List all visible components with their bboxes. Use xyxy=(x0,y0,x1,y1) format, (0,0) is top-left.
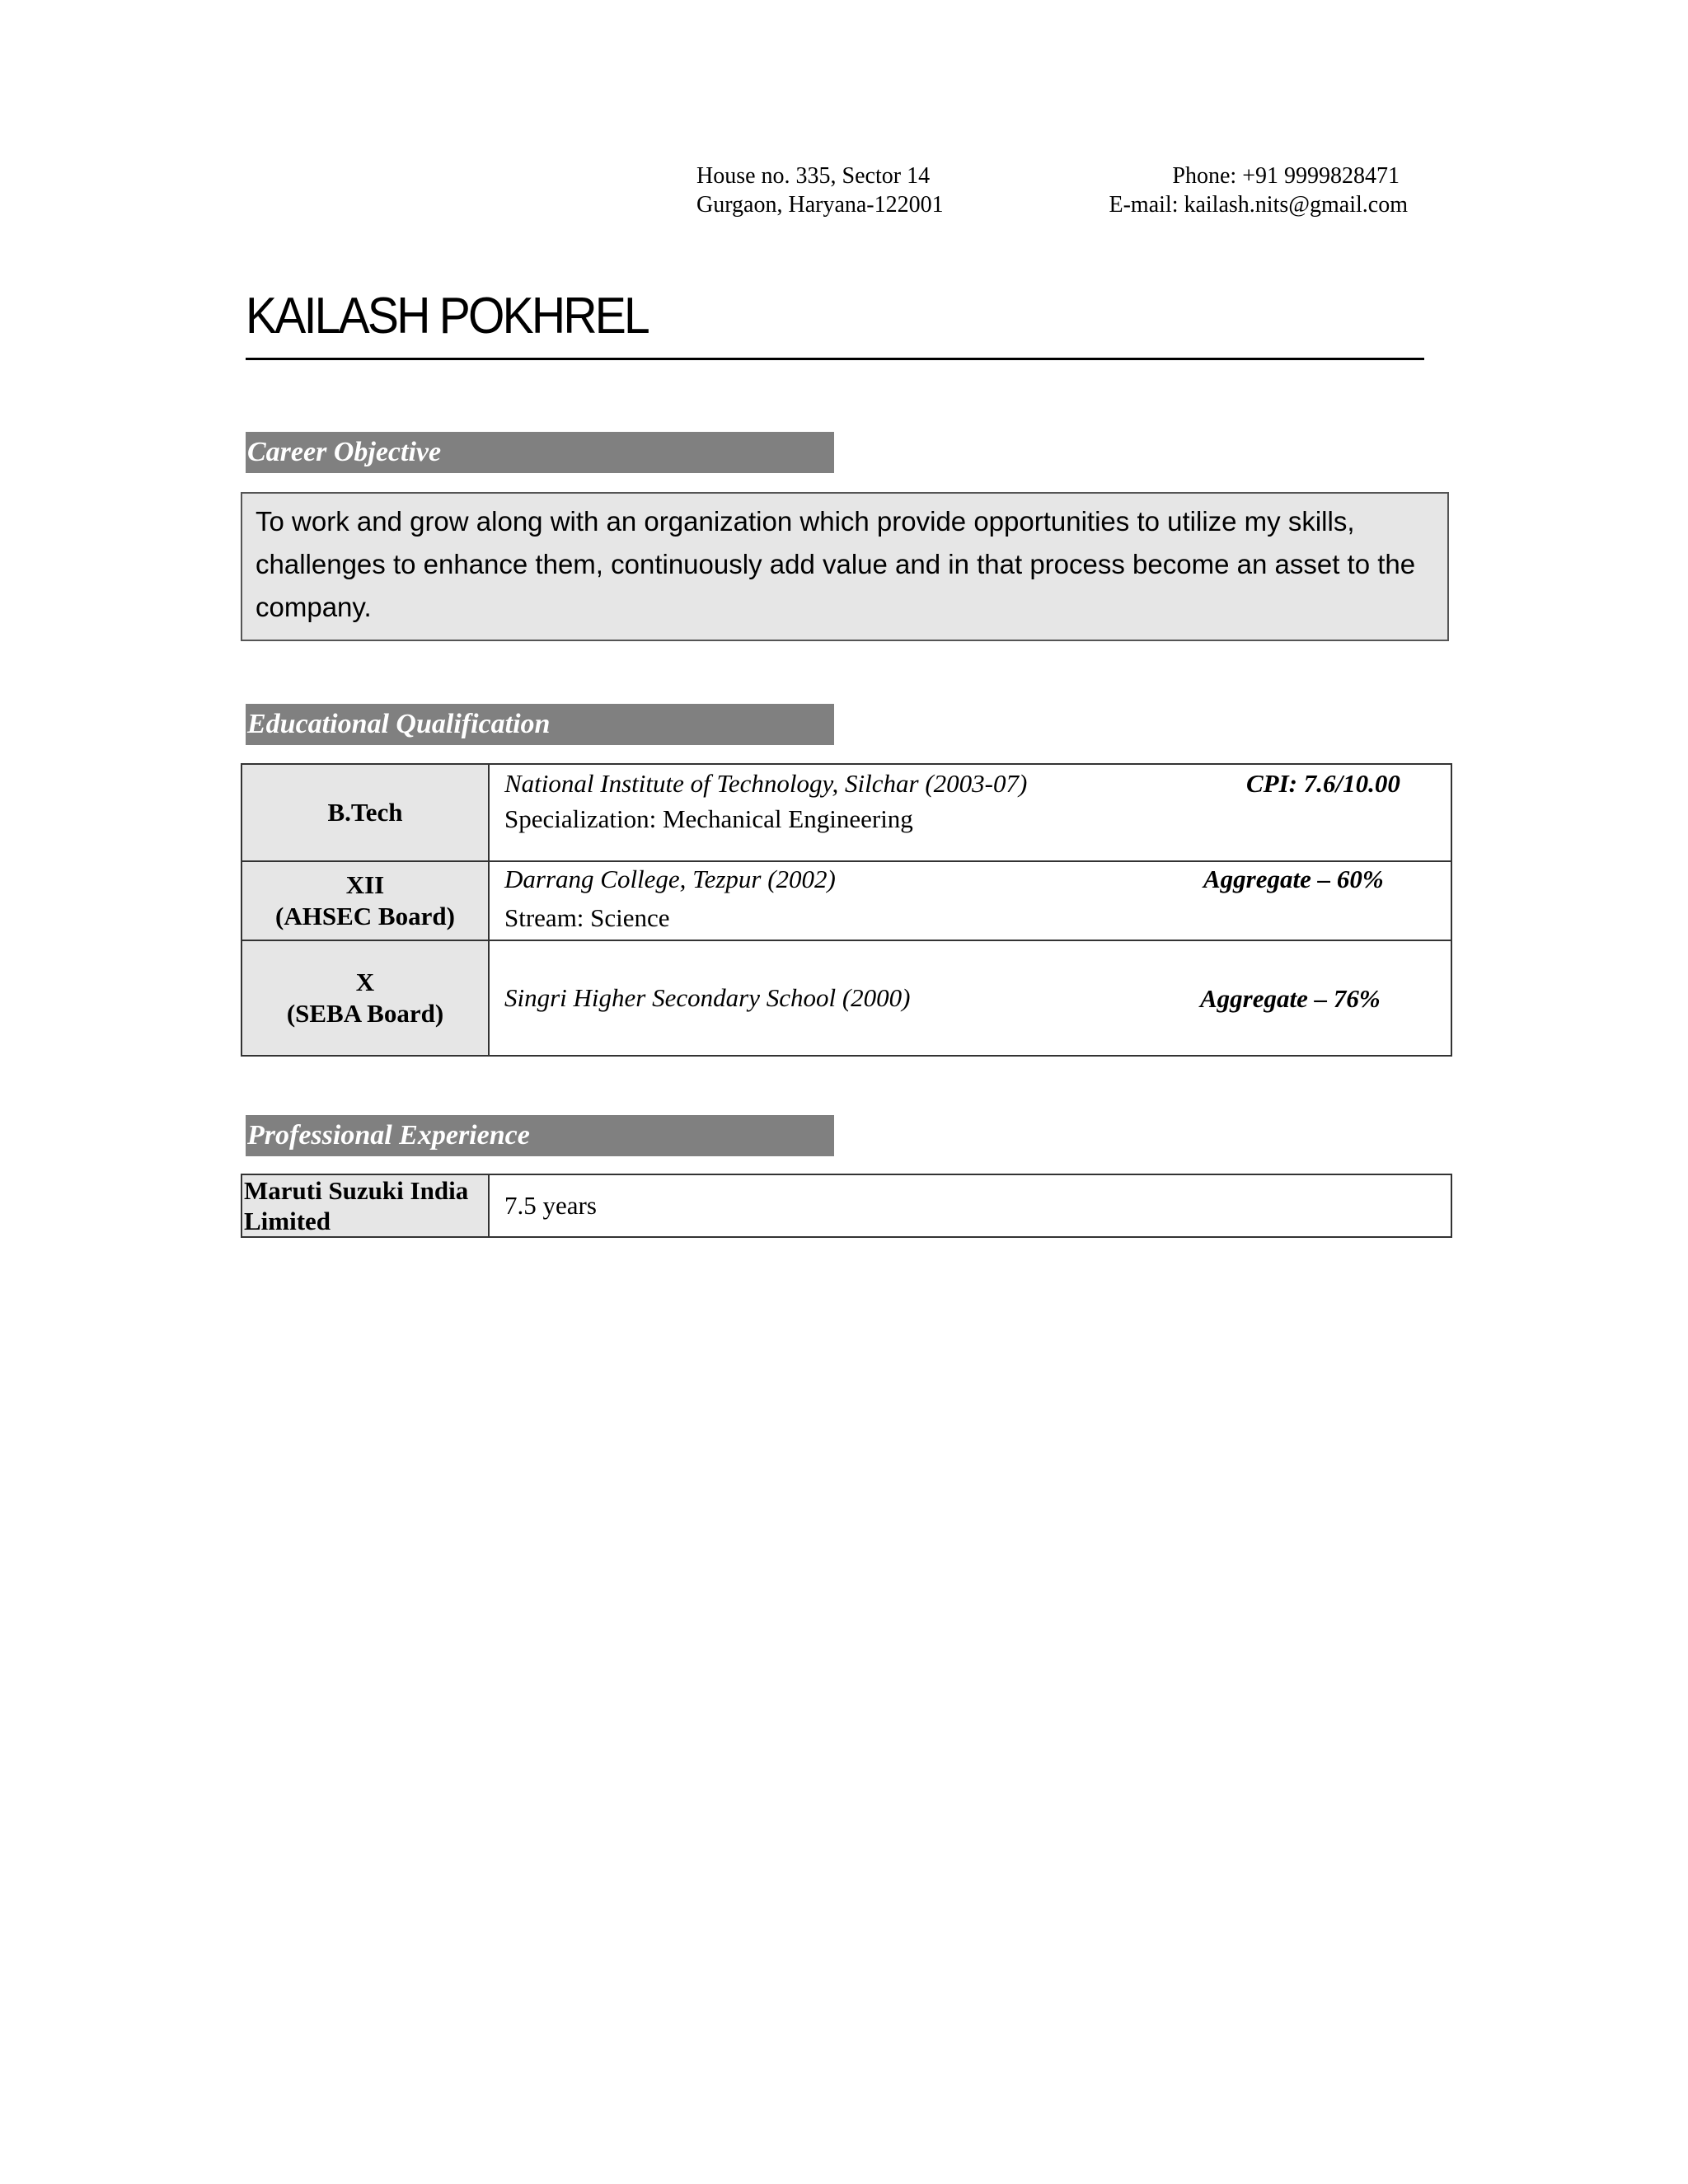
candidate-name: KAILASH POKHREL xyxy=(246,288,649,344)
institution-text: National Institute of Technology, Silchar (2003-07) xyxy=(504,769,1028,798)
experience-duration: 7.5 years xyxy=(504,1191,597,1220)
score-text: CPI: 7.6/10.00 xyxy=(1246,769,1400,798)
name-underline xyxy=(246,358,1424,360)
education-detail-cell xyxy=(489,861,1451,940)
education-degree-cell xyxy=(241,861,489,940)
board-label: (SEBA Board) xyxy=(286,999,444,1028)
education-detail-cell xyxy=(489,940,1451,1056)
career-objective-box xyxy=(241,492,1449,641)
address-line-1: House no. 335, Sector 14 xyxy=(696,163,931,189)
education-detail-cell xyxy=(489,764,1451,861)
degree-label: XII xyxy=(345,870,385,899)
experience-heading: Professional Experience xyxy=(246,1115,834,1156)
score-text: Aggregate – 60% xyxy=(1203,865,1384,893)
institution-text: Darrang College, Tezpur (2002) xyxy=(504,865,836,893)
institution-text: Singri Higher Secondary School (2000) xyxy=(504,983,911,1012)
specialization-text: Specialization: Mechanical Engineering xyxy=(504,804,913,833)
career-objective-heading: Career Objective xyxy=(246,432,834,473)
duration-cell xyxy=(489,1174,1451,1237)
table-row xyxy=(241,861,1451,940)
email-text: E-mail: kailash.nits@gmail.com xyxy=(1109,192,1408,218)
score-text: Aggregate – 76% xyxy=(1200,984,1381,1013)
education-degree-cell xyxy=(241,940,489,1056)
education-heading: Educational Qualification xyxy=(246,704,834,745)
board-label: (AHSEC Board) xyxy=(275,902,455,930)
address-block xyxy=(696,162,1026,219)
company-name: Maruti Suzuki India Limited xyxy=(244,1176,469,1235)
experience-table xyxy=(241,1174,1452,1238)
table-row xyxy=(241,764,1451,861)
education-degree-cell xyxy=(241,764,489,861)
address-line-2: Gurgaon, Haryana-122001 xyxy=(696,192,944,218)
table-row xyxy=(241,1174,1451,1237)
table-row xyxy=(241,940,1451,1056)
phone-text: Phone: +91 9999828471 xyxy=(1172,163,1400,189)
stream-text: Stream: Science xyxy=(504,903,670,932)
degree-label: X xyxy=(355,968,375,996)
contact-block xyxy=(1063,162,1408,219)
company-cell xyxy=(241,1174,489,1237)
degree-label: B.Tech xyxy=(327,798,403,827)
education-table xyxy=(241,763,1452,1057)
career-objective-text: To work and grow along with an organization which provide opportunities to utilize my skills, challenges to enhance them, continuously add value and in that process become an asset to the company. xyxy=(256,506,1416,622)
